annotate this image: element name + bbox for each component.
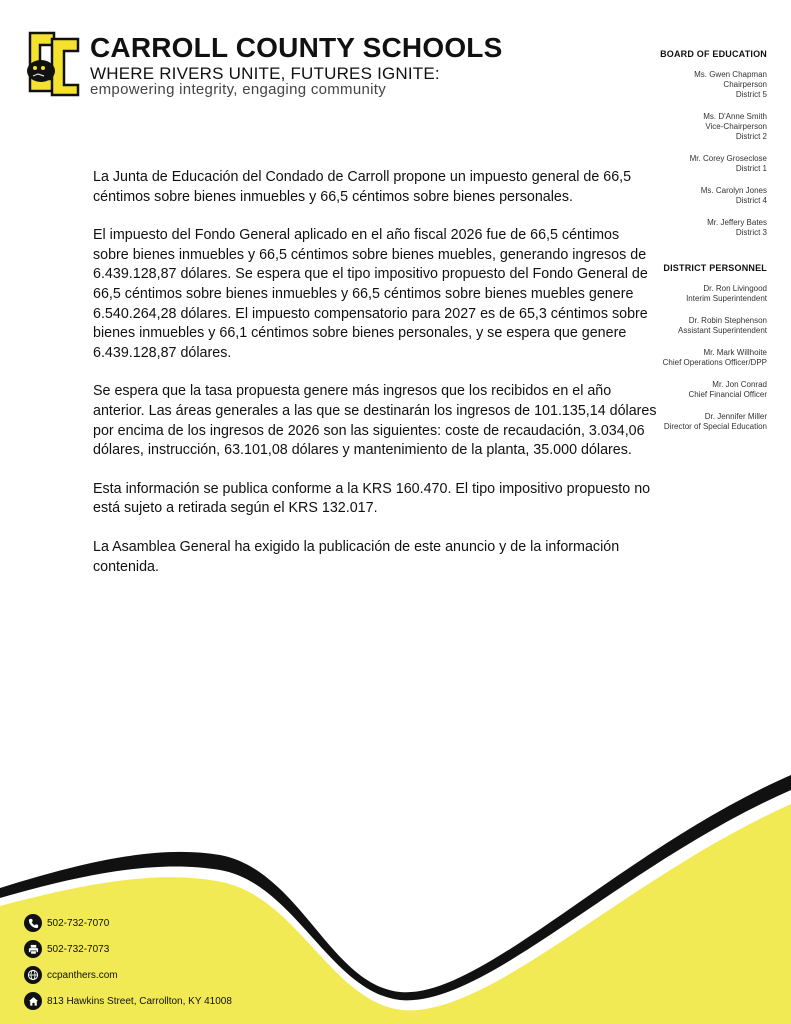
member-name: Mr. Jeffery Bates [707, 218, 767, 227]
member-name: Mr. Corey Groseclose [689, 154, 767, 163]
body-paragraph: La Asamblea General ha exigido la publicación de este anuncio y de la información contenida. [93, 538, 620, 575]
contact-website[interactable] [24, 962, 232, 988]
home-icon [24, 992, 42, 1010]
contact-phone[interactable] [24, 910, 232, 936]
contact-text: 813 Hawkins Street, Carrollton, KY 41008 [47, 995, 232, 1007]
contact-address [24, 988, 232, 1014]
contact-text: 502-732-7070 [47, 917, 110, 929]
contact-fax[interactable] [24, 936, 232, 962]
member-role: Chairperson [723, 80, 767, 89]
notice-body [93, 168, 658, 596]
fax-icon [24, 940, 42, 958]
member-district: District 5 [735, 90, 767, 99]
school-tagline: empowering integrity, engaging community [90, 81, 387, 98]
member-role: Interim Superintendent [686, 294, 767, 303]
member-district: District 1 [735, 164, 767, 173]
contact-list [24, 910, 232, 1014]
body-paragraph: Esta información se publica conforme a la KRS 160.470. El tipo impositivo propuesto no está sujeto a retirada según el KRS 132.017. [93, 480, 651, 517]
page-title: CARROLL COUNTY SCHOOLS [90, 32, 503, 63]
member-name: Ms. Carolyn Jones [700, 186, 767, 195]
member-district: District 4 [735, 196, 767, 205]
body-paragraph: Se espera que la tasa propuesta genere más ingresos que los recibidos en el año anterior. Las áreas generales a las que se destinarán los ingresos de 101.135,14 dólares por encima de los ingresos de 2026 son las siguientes: coste de recaudación, 3.034,06 dólares, instrucción, 63.101,08 dólares y mantenimiento de la planta, 35.000 dólares. [93, 383, 657, 459]
school-motto: WHERE RIVERS UNITE, FUTURES IGNITE: [90, 64, 440, 83]
member-name: Dr. Robin Stephenson [688, 316, 767, 325]
member-role: Vice-Chairperson [705, 122, 767, 131]
board-member [567, 112, 767, 142]
panther-cc-logo-icon [24, 31, 84, 97]
member-role: Director of Special Education [663, 422, 767, 431]
contact-text: ccpanthers.com [47, 969, 118, 981]
member-district: District 2 [735, 132, 767, 141]
body-paragraph: El impuesto del Fondo General aplicado en el año fiscal 2026 fue de 66,5 céntimos sobre bienes inmuebles y 66,5 céntimos sobre bienes muebles, generando ingresos de 6.439.128,87 dólares. Se espera que el tipo impositivo propuesto del Fondo General de 66,5 céntimos sobre bienes inmuebles y 66,5 céntimos sobre bienes muebles genere 6.540.264,28 dólares. El impuesto compensatorio para 2027 es de 65,3 céntimos sobre bienes inmuebles y 66,1 céntimos sobre bienes personales, y se espera que genere 6.439.128,87 dólares. [93, 227, 648, 361]
member-role: Chief Operations Officer/DPP [662, 358, 767, 367]
member-role: Chief Financial Officer [688, 390, 767, 399]
member-district: District 3 [735, 228, 767, 237]
body-paragraph: La Junta de Educación del Condado de Carroll propone un impuesto general de 66,5 céntimos sobre bienes inmuebles y 66,5 céntimos sobre bienes personales. [93, 169, 632, 205]
member-name: Mr. Jon Conrad [712, 380, 767, 389]
board-member [567, 70, 767, 100]
phone-icon [24, 914, 42, 932]
member-name: Mr. Mark Willhoite [703, 348, 767, 357]
member-name: Dr. Jennifer Miller [704, 412, 767, 421]
personnel-heading: DISTRICT PERSONNEL [663, 263, 767, 273]
member-name: Ms. D'Anne Smith [703, 112, 767, 121]
member-role: Assistant Superintendent [678, 326, 767, 335]
board-heading: BOARD OF EDUCATION [660, 49, 767, 59]
member-name: Ms. Gwen Chapman [694, 70, 767, 79]
contact-text: 502-732-7073 [47, 943, 110, 955]
globe-icon [24, 966, 42, 984]
member-name: Dr. Ron Livingood [703, 284, 767, 293]
